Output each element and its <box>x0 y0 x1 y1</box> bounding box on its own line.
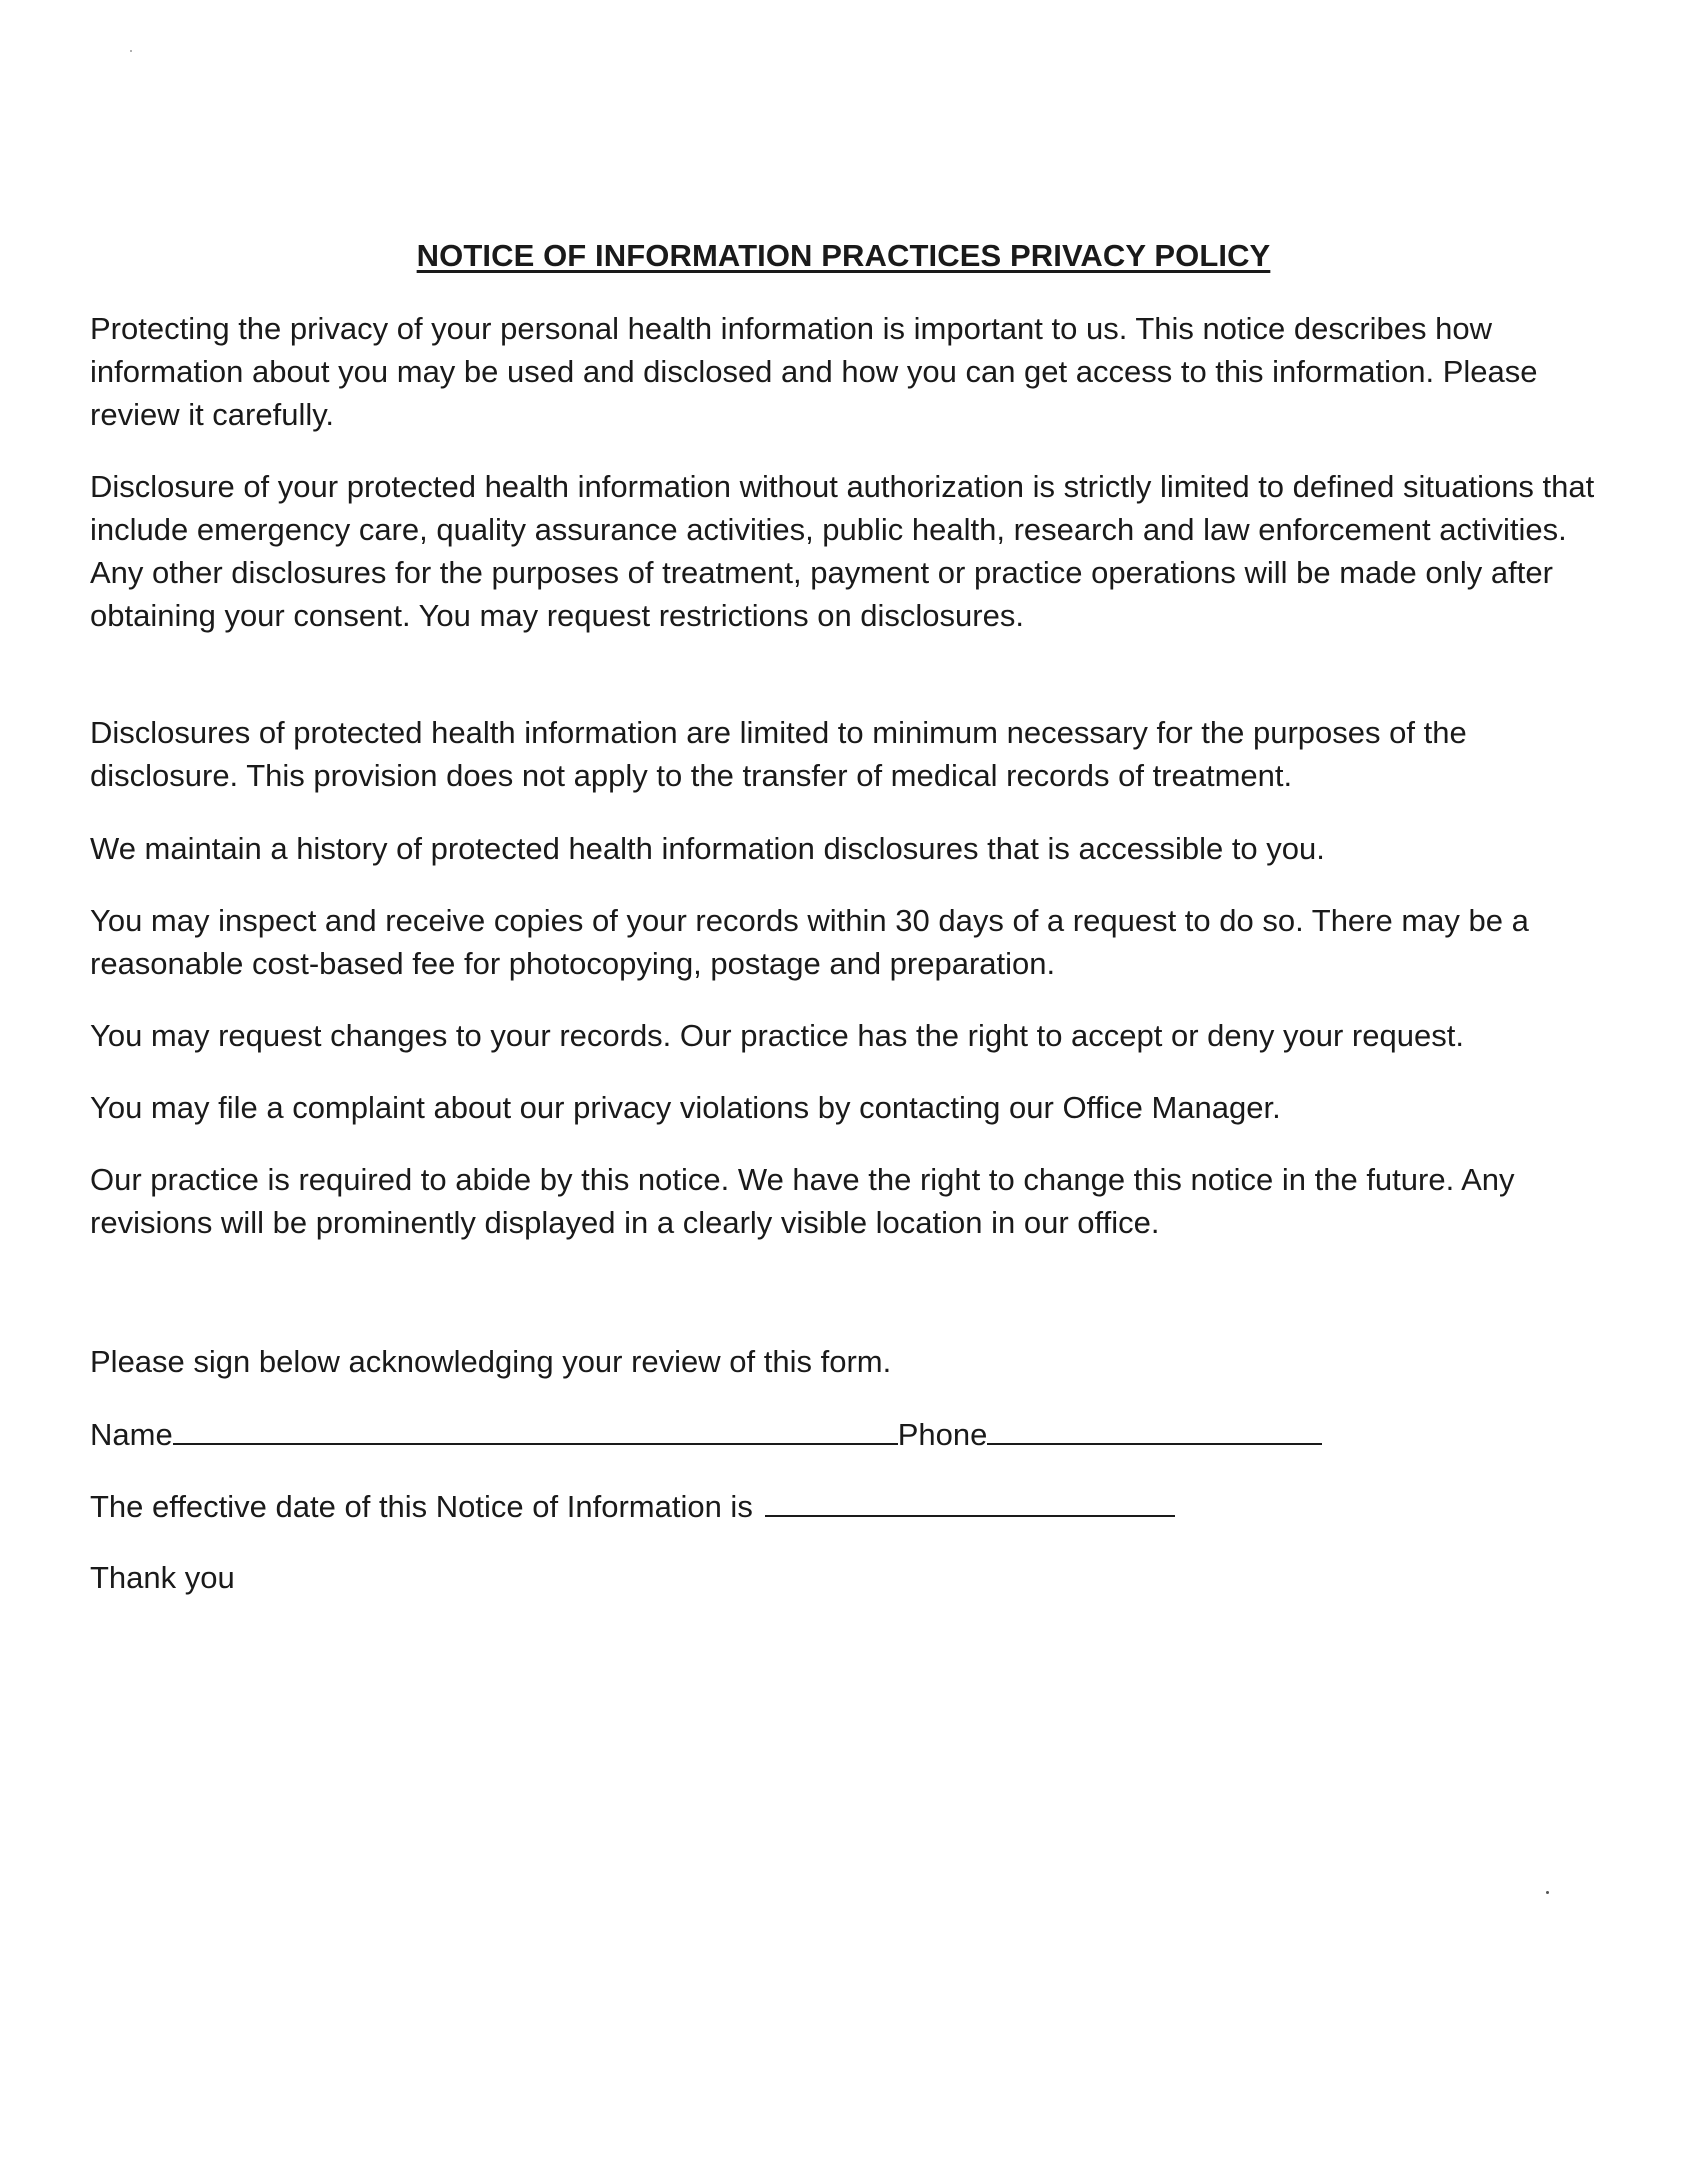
scan-speck <box>130 50 132 52</box>
paragraph-minimum-necessary: Disclosures of protected health information are limited to minimum necessary for the purposes of the disclosure. This provision does not apply to the transfer of medical records of treatment. <box>90 715 1467 793</box>
name-label: Name <box>90 1417 173 1452</box>
effective-date-field[interactable] <box>765 1483 1175 1517</box>
effective-date-row <box>90 1483 1175 1528</box>
paragraph-privacy-intro: Protecting the privacy of your personal health information is important to us. This notice describes how information about you may be used and disclosed and how you can get access to this information. Please review it carefully. <box>90 311 1538 432</box>
paragraph-disclosure-limits: Disclosure of your protected health information without authorization is strictly limited to defined situations that include emergency care, quality assurance activities, public health, research and law enforcement activities. Any other disclosures for the purposes of treatment, payment or practice operations will be made only after obtaining your consent. You may request restrictions on disclosures. <box>90 469 1595 633</box>
phone-label: Phone <box>897 1417 988 1452</box>
paragraph-disclosure-history: We maintain a history of protected health information disclosures that is accessible to you. <box>90 831 1325 866</box>
paragraph-inspect-records: You may inspect and receive copies of your records within 30 days of a request to do so. There may be a reasonable cost-based fee for photocopying, postage and preparation. <box>90 903 1529 981</box>
paragraph-notice-changes: Our practice is required to abide by this notice. We have the right to change this notice in the future. Any revisions will be prominently displayed in a clearly visible location in our office. <box>90 1162 1515 1240</box>
document-title: NOTICE OF INFORMATION PRACTICES PRIVACY POLICY <box>416 238 1271 273</box>
effective-date-label: The effective date of this Notice of Information is <box>90 1489 753 1524</box>
phone-field[interactable] <box>987 1411 1322 1445</box>
sign-prompt: Please sign below acknowledging your review of this form. <box>90 1344 892 1379</box>
paragraph-request-changes: You may request changes to your records. Our practice has the right to accept or deny your request. <box>90 1018 1464 1053</box>
scan-speck <box>1546 1891 1549 1894</box>
closing-text: Thank you <box>90 1560 235 1595</box>
name-phone-row <box>90 1411 1322 1456</box>
name-field[interactable] <box>173 1411 898 1445</box>
paragraph-file-complaint: You may file a complaint about our privacy violations by contacting our Office Manager. <box>90 1090 1281 1125</box>
